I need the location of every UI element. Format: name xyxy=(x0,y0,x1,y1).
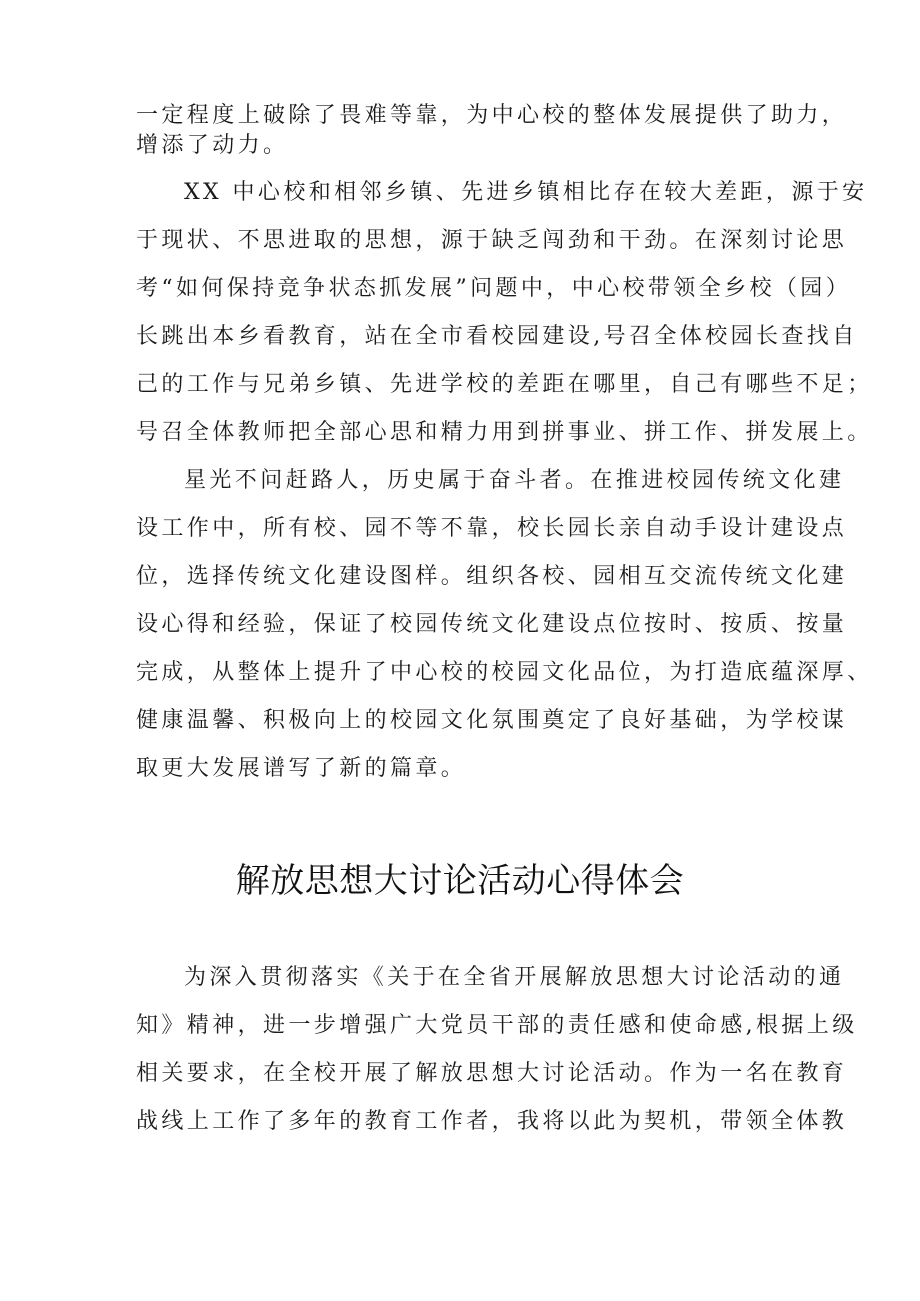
paragraph-line: XX 中心校和相邻乡镇、先进乡镇相比存在较大差距，源于安 xyxy=(184,180,868,205)
paragraph-line: 健康温馨、积极向上的校园文化氛围奠定了良好基础，为学校谋 xyxy=(136,708,848,733)
paragraph-line: 考“如何保持竞争状态抓发展”问题中，中心校带领全乡校（园） xyxy=(136,276,852,301)
paragraph-line: 号召全体教师把全部心思和精力用到拼事业、拼工作、拼发展上。 xyxy=(136,420,873,445)
paragraph-line: 为深入贯彻落实《关于在全省开展解放思想大讨论活动的通 xyxy=(184,965,845,990)
paragraph-line: 星光不问赶路人，历史属于奋斗者。在推进校园传统文化建 xyxy=(184,468,845,493)
paragraph-line: 战线上工作了多年的教育工作者，我将以此为契机，带领全体教 xyxy=(136,1109,848,1134)
paragraph-line: 长跳出本乡看教育，站在全市看校园建设,号召全体校园长查找自 xyxy=(136,324,858,349)
paragraph-line: 相关要求，在全校开展了解放思想大讨论活动。作为一名在教育 xyxy=(136,1061,848,1086)
paragraph-line: 设工作中，所有校、园不等不靠，校长园长亲自动手设计建设点 xyxy=(136,516,848,541)
document-title: 解放思想大讨论活动心得体会 xyxy=(235,861,685,901)
paragraph-line: 设心得和经验，保证了校园传统文化建设点位按时、按质、按量 xyxy=(136,612,848,637)
paragraph-line: 于现状、不思进取的思想，源于缺乏闯劲和干劲。在深刻讨论思 xyxy=(136,228,848,253)
paragraph-line: 己的工作与兄弟乡镇、先进学校的差距在哪里，自己有哪些不足； xyxy=(136,372,873,397)
paragraph-line: 完成，从整体上提升了中心校的校园文化品位，为打造底蕴深厚、 xyxy=(136,660,873,685)
paragraph-line: 增添了动力。 xyxy=(136,133,289,158)
paragraph-line: 一定程度上破除了畏难等靠，为中心校的整体发展提供了助力， xyxy=(136,103,848,128)
paragraph-line: 知》精神，进一步增强广大党员干部的责任感和使命感,根据上级 xyxy=(136,1013,858,1038)
paragraph-line: 位，选择传统文化建设图样。组织各校、园相互交流传统文化建 xyxy=(136,564,848,589)
paragraph-line: 取更大发展谱写了新的篇章。 xyxy=(136,756,467,781)
